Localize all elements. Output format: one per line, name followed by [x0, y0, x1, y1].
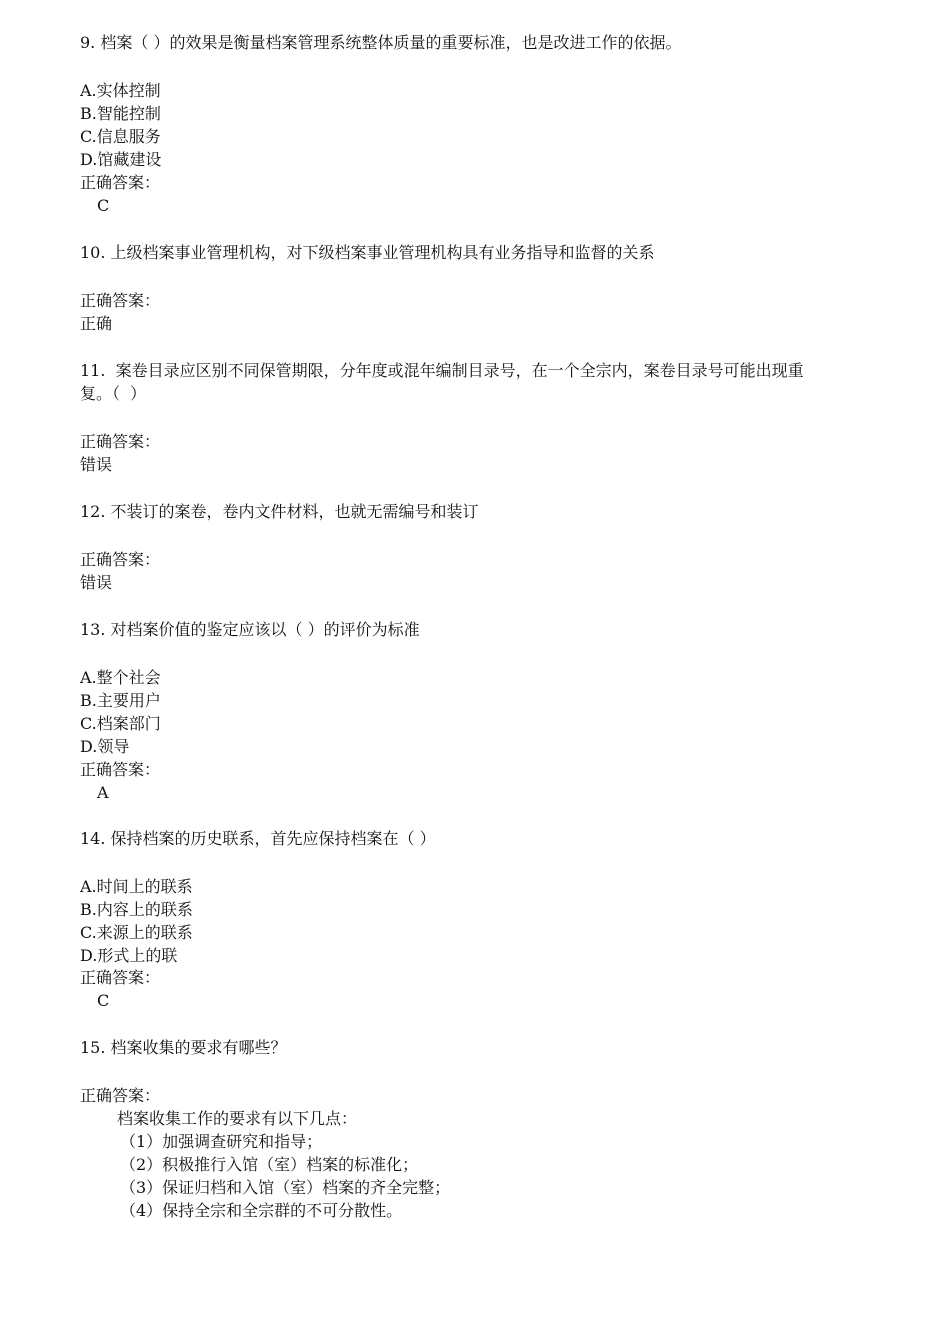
- question-11-answer-label: 正确答案：: [80, 432, 161, 451]
- question-10-answer: 正确: [80, 314, 113, 333]
- question-13-answer-label: 正确答案：: [80, 760, 161, 779]
- question-15-answer-label: 正确答案：: [80, 1086, 161, 1105]
- question-13-option-b: B.主要用户: [80, 691, 161, 710]
- question-14-option-c: C.来源上的联系: [80, 923, 193, 942]
- question-9-option-a: A.实体控制: [80, 81, 161, 100]
- question-9-answer-label: 正确答案：: [80, 173, 161, 192]
- question-14-title: 14. 保持档案的历史联系，首先应保持档案在（ ）: [80, 829, 436, 848]
- question-15-answer-point-1: （1）加强调查研究和指导；: [120, 1132, 323, 1151]
- question-10-answer-label: 正确答案：: [80, 291, 161, 310]
- question-13-option-a: A.整个社会: [80, 668, 161, 687]
- question-14-option-b: B.内容上的联系: [80, 900, 193, 919]
- question-15-title: 15. 档案收集的要求有哪些？: [80, 1038, 287, 1057]
- question-9-option-c: C.信息服务: [80, 127, 161, 146]
- question-9-option-d: D.馆藏建设: [80, 150, 162, 169]
- question-13-option-c: C.档案部门: [80, 714, 161, 733]
- question-14-option-a: A.时间上的联系: [80, 877, 193, 896]
- question-14-option-d: D.形式上的联: [80, 946, 178, 965]
- question-9-option-b: B.智能控制: [80, 104, 161, 123]
- question-11-title-line2: 复。（ ）: [80, 384, 147, 403]
- question-9-answer: C: [97, 196, 110, 215]
- question-13-title: 13. 对档案价值的鉴定应该以（ ）的评价为标准: [80, 620, 420, 639]
- question-10-title: 10. 上级档案事业管理机构，对下级档案事业管理机构具有业务指导和监督的关系: [80, 243, 655, 262]
- question-9-title: 9. 档案（ ）的效果是衡量档案管理系统整体质量的重要标准，也是改进工作的依据。: [80, 33, 682, 52]
- question-13-option-d: D.领导: [80, 737, 130, 756]
- question-13-answer: A: [97, 783, 109, 802]
- question-15-answer-point-2: （2）积极推行入馆（室）档案的标准化；: [120, 1155, 419, 1174]
- question-14-answer: C: [97, 991, 110, 1010]
- question-15-answer-point-4: （4）保持全宗和全宗群的不可分散性。: [120, 1201, 403, 1220]
- question-12-answer: 错误: [80, 573, 113, 592]
- question-11-title-line1: 11. 案卷目录应区别不同保管期限，分年度或混年编制目录号，在一个全宗内，案卷目录号可能出现重: [80, 361, 804, 380]
- question-11-answer: 错误: [80, 455, 113, 474]
- question-12-title: 12. 不装订的案卷，卷内文件材料，也就无需编号和装订: [80, 502, 479, 521]
- question-12-answer-label: 正确答案：: [80, 550, 161, 569]
- question-14-answer-label: 正确答案：: [80, 968, 161, 987]
- question-15-answer-intro: 档案收集工作的要求有以下几点：: [117, 1109, 358, 1128]
- question-15-answer-point-3: （3）保证归档和入馆（室）档案的齐全完整；: [120, 1178, 451, 1197]
